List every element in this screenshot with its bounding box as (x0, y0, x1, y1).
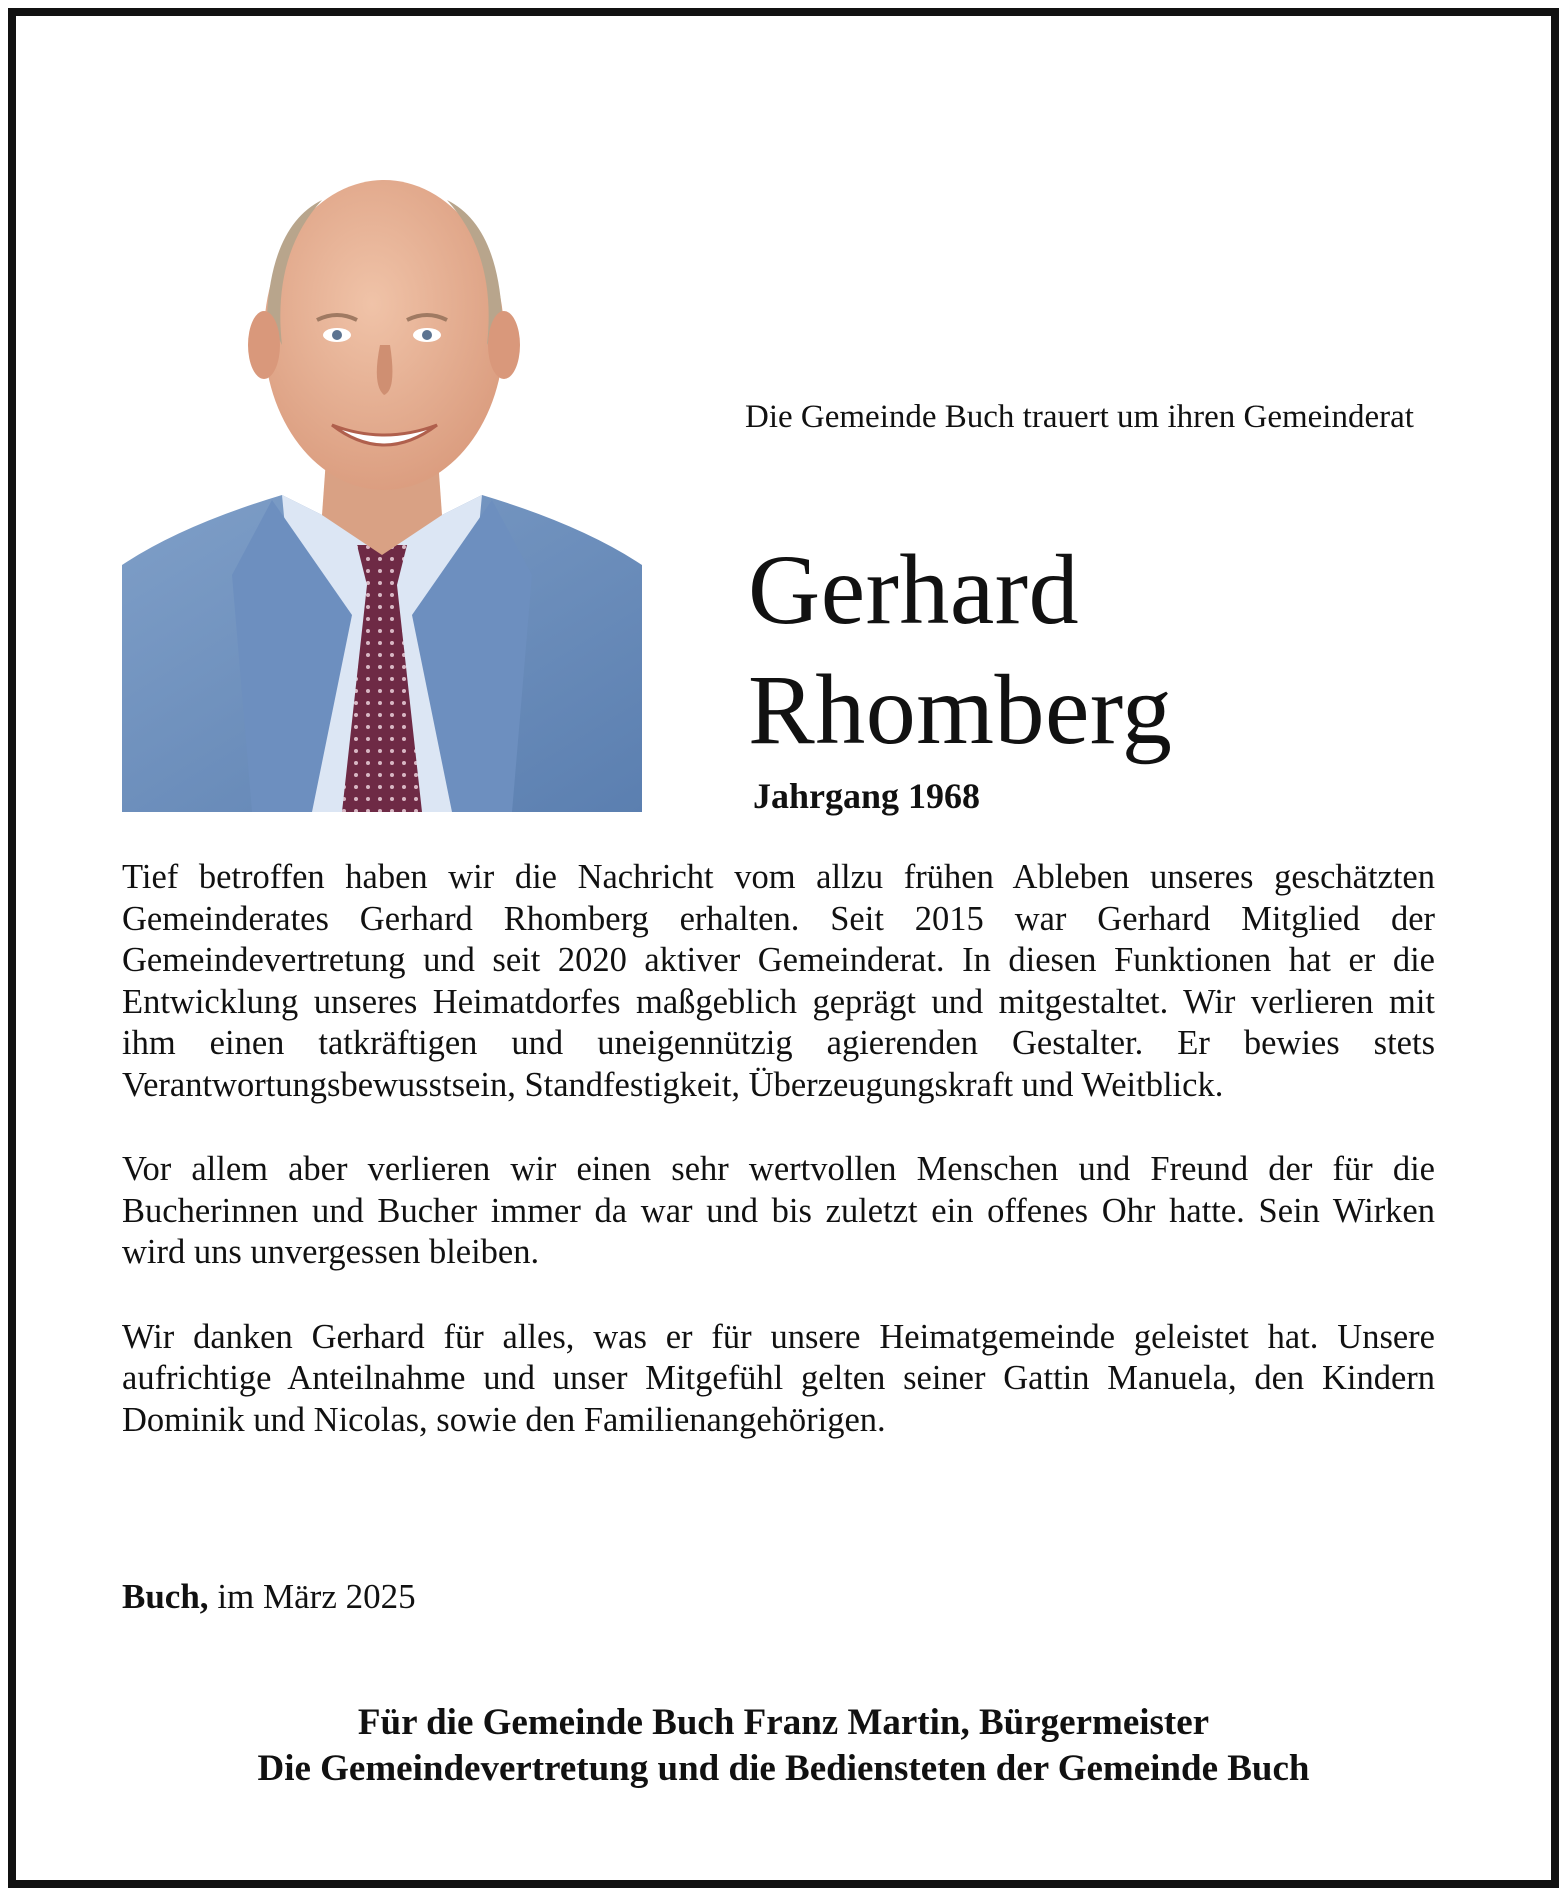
first-name: Gerhard (748, 534, 1080, 645)
birth-year: Jahrgang 1968 (753, 776, 981, 816)
last-name: Rhomberg (748, 654, 1173, 765)
deceased-name (748, 530, 1448, 770)
signature-line-1: Für die Gemeinde Buch Franz Martin, Bürgermeister (357, 1702, 1210, 1743)
place-date (122, 1577, 416, 1617)
obituary-body (122, 857, 1435, 1441)
portrait-icon (122, 145, 642, 812)
date: im März 2025 (217, 1577, 416, 1616)
portrait-photo (122, 145, 642, 812)
paragraph: Vor allem aber verlieren wir einen sehr wertvollen Menschen und Freund der für die Bucherinnen und Bucher immer da war und bis zuletzt ein offenes Ohr hatte. Sein Wirken wird uns unvergessen bleiben. (122, 1150, 1435, 1271)
paragraph: Tief betroffen haben wir die Nachricht vom allzu frühen Ableben unseres geschätzten Gemeinderates Gerhard Rhomberg erhalten. Seit 2015 war Gerhard Mitglied der Gemeindevertretung und seit 2020 aktiver Gemeinderat. In diesen Funktionen hat er die Entwicklung unseres Heimatdorfes maßgeblich geprägt und mitgestaltet. Wir verlieren mit ihm einen tatkräftigen und uneigennützig agierenden Gestalter. Er bewies stets Verantwortungsbewusstsein, Standfestigkeit, Überzeugungskraft und Weitblick. (122, 858, 1435, 1104)
place: Buch, (122, 1577, 209, 1616)
intro-text: Die Gemeinde Buch trauert um ihren Gemeinderat (745, 399, 1414, 435)
signature-line-2: Die Gemeindevertretung und die Bediensteten der Gemeinde Buch (257, 1748, 1310, 1789)
signature-block (30, 1700, 1537, 1792)
paragraph: Wir danken Gerhard für alles, was er für unsere Heimatgemeinde geleistet hat. Unsere aufrichtige Anteilnahme und unser Mitgefühl gelten seiner Gattin Manuela, den Kindern Dominik und Nicolas, sowie den Familienangehörigen. (122, 1317, 1435, 1439)
